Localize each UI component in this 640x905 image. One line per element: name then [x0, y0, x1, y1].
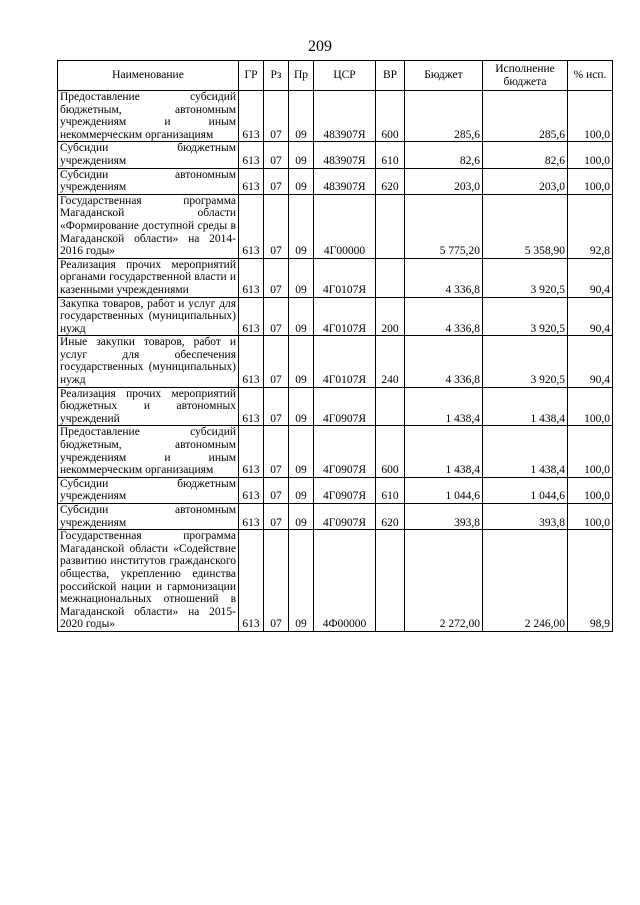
rz-cell: 07 — [264, 387, 289, 426]
pr-cell: 09 — [289, 194, 314, 258]
header-csr: ЦСР — [314, 61, 376, 91]
table-row — [58, 258, 613, 297]
execution-cell: 3 920,5 — [483, 297, 568, 336]
rz-cell: 07 — [264, 477, 289, 503]
csr-cell: 483907Я — [314, 91, 376, 142]
table-row — [58, 336, 613, 387]
gr-cell: 613 — [239, 142, 264, 168]
percent-cell: 100,0 — [568, 142, 613, 168]
table-row — [58, 504, 613, 530]
pr-cell: 09 — [289, 387, 314, 426]
vr-cell: 610 — [376, 142, 405, 168]
vr-cell — [376, 530, 405, 632]
budget-cell: 1 044,6 — [405, 477, 483, 503]
execution-cell: 5 358,90 — [483, 194, 568, 258]
header-execution: Исполнение бюджета — [483, 61, 568, 91]
header-rz: Рз — [264, 61, 289, 91]
csr-cell: 4Г0907Я — [314, 387, 376, 426]
name-cell: Предоставление субсидий бюджетным, автономным учреждениям и иным некоммерческим организациям — [58, 91, 239, 142]
percent-cell: 90,4 — [568, 336, 613, 387]
name-cell: Субсидии бюджетным учреждениям — [58, 477, 239, 503]
csr-cell: 4Г0107Я — [314, 258, 376, 297]
execution-cell: 1 044,6 — [483, 477, 568, 503]
gr-cell: 613 — [239, 297, 264, 336]
budget-cell: 4 336,8 — [405, 336, 483, 387]
vr-cell: 600 — [376, 91, 405, 142]
gr-cell: 613 — [239, 387, 264, 426]
csr-cell: 4Ф00000 — [314, 530, 376, 632]
name-cell: Реализация прочих мероприятий бюджетных и автономных учреждений — [58, 387, 239, 426]
rz-cell: 07 — [264, 142, 289, 168]
rz-cell: 07 — [264, 297, 289, 336]
table-row — [58, 194, 613, 258]
table-row — [58, 387, 613, 426]
table-row — [58, 477, 613, 503]
header-budget: Бюджет — [405, 61, 483, 91]
csr-cell: 4Г0907Я — [314, 477, 376, 503]
csr-cell: 483907Я — [314, 168, 376, 194]
execution-cell: 82,6 — [483, 142, 568, 168]
vr-cell: 200 — [376, 297, 405, 336]
gr-cell: 613 — [239, 194, 264, 258]
rz-cell: 07 — [264, 91, 289, 142]
pr-cell: 09 — [289, 336, 314, 387]
budget-cell: 5 775,20 — [405, 194, 483, 258]
vr-cell — [376, 258, 405, 297]
execution-cell: 1 438,4 — [483, 426, 568, 477]
csr-cell: 4Г0107Я — [314, 336, 376, 387]
pr-cell: 09 — [289, 504, 314, 530]
gr-cell: 613 — [239, 91, 264, 142]
name-cell: Иные закупки товаров, работ и услуг для обеспечения государственных (муниципальных) нужд — [58, 336, 239, 387]
gr-cell: 613 — [239, 530, 264, 632]
pr-cell: 09 — [289, 168, 314, 194]
percent-cell: 100,0 — [568, 426, 613, 477]
page-number: 209 — [308, 38, 332, 55]
csr-cell: 483907Я — [314, 142, 376, 168]
pr-cell: 09 — [289, 91, 314, 142]
gr-cell: 613 — [239, 477, 264, 503]
gr-cell: 613 — [239, 258, 264, 297]
name-cell: Субсидии бюджетным учреждениям — [58, 142, 239, 168]
name-cell: Государственная программа Магаданской области «Содействие развитию институтов гражданского общества, укреплению единства российской нации и гармонизации межнациональных отношений в Магаданской области» на 2015-2020 годы» — [58, 530, 239, 632]
csr-cell: 4Г00000 — [314, 194, 376, 258]
execution-cell: 3 920,5 — [483, 336, 568, 387]
percent-cell: 90,4 — [568, 258, 613, 297]
name-cell: Субсидии автономным учреждениям — [58, 504, 239, 530]
execution-cell: 3 920,5 — [483, 258, 568, 297]
percent-cell: 98,9 — [568, 530, 613, 632]
header-percent: % исп. — [568, 61, 613, 91]
table-row — [58, 297, 613, 336]
vr-cell: 620 — [376, 504, 405, 530]
vr-cell: 610 — [376, 477, 405, 503]
rz-cell: 07 — [264, 258, 289, 297]
header-pr: Пр — [289, 61, 314, 91]
percent-cell: 100,0 — [568, 504, 613, 530]
name-cell: Предоставление субсидий бюджетным, автономным учреждениям и иным некоммерческим организациям — [58, 426, 239, 477]
rz-cell: 07 — [264, 530, 289, 632]
pr-cell: 09 — [289, 142, 314, 168]
name-cell: Субсидии автономным учреждениям — [58, 168, 239, 194]
budget-cell: 82,6 — [405, 142, 483, 168]
budget-cell: 4 336,8 — [405, 297, 483, 336]
header-vr: ВР — [376, 61, 405, 91]
budget-cell: 1 438,4 — [405, 426, 483, 477]
table-row — [58, 142, 613, 168]
header-gr: ГР — [239, 61, 264, 91]
execution-cell: 1 438,4 — [483, 387, 568, 426]
execution-cell: 2 246,00 — [483, 530, 568, 632]
percent-cell: 92,8 — [568, 194, 613, 258]
table-row — [58, 91, 613, 142]
budget-cell: 203,0 — [405, 168, 483, 194]
vr-cell: 620 — [376, 168, 405, 194]
budget-cell: 1 438,4 — [405, 387, 483, 426]
rz-cell: 07 — [264, 336, 289, 387]
pr-cell: 09 — [289, 258, 314, 297]
name-cell: Государственная программа Магаданской области «Формирование доступной среды в Магаданской области» на 2014-2016 годы» — [58, 194, 239, 258]
rz-cell: 07 — [264, 504, 289, 530]
table-header — [58, 61, 613, 91]
name-cell: Реализация прочих мероприятий органами государственной власти и казенными учреждениями — [58, 258, 239, 297]
table-body — [58, 91, 613, 632]
execution-cell: 203,0 — [483, 168, 568, 194]
vr-cell — [376, 194, 405, 258]
percent-cell: 100,0 — [568, 168, 613, 194]
gr-cell: 613 — [239, 504, 264, 530]
percent-cell: 100,0 — [568, 477, 613, 503]
budget-cell: 393,8 — [405, 504, 483, 530]
budget-table — [57, 60, 613, 632]
budget-cell: 2 272,00 — [405, 530, 483, 632]
rz-cell: 07 — [264, 194, 289, 258]
rz-cell: 07 — [264, 168, 289, 194]
pr-cell: 09 — [289, 530, 314, 632]
gr-cell: 613 — [239, 336, 264, 387]
header-row — [58, 61, 613, 91]
table-row — [58, 530, 613, 632]
vr-cell: 240 — [376, 336, 405, 387]
pr-cell: 09 — [289, 477, 314, 503]
rz-cell: 07 — [264, 426, 289, 477]
budget-cell: 4 336,8 — [405, 258, 483, 297]
table-row — [58, 168, 613, 194]
csr-cell: 4Г0107Я — [314, 297, 376, 336]
csr-cell: 4Г0907Я — [314, 426, 376, 477]
name-cell: Закупка товаров, работ и услуг для государственных (муниципальных) нужд — [58, 297, 239, 336]
vr-cell — [376, 387, 405, 426]
pr-cell: 09 — [289, 426, 314, 477]
execution-cell: 285,6 — [483, 91, 568, 142]
budget-cell: 285,6 — [405, 91, 483, 142]
pr-cell: 09 — [289, 297, 314, 336]
percent-cell: 100,0 — [568, 91, 613, 142]
gr-cell: 613 — [239, 168, 264, 194]
percent-cell: 90,4 — [568, 297, 613, 336]
header-name: Наименование — [58, 61, 239, 91]
table-row — [58, 426, 613, 477]
csr-cell: 4Г0907Я — [314, 504, 376, 530]
execution-cell: 393,8 — [483, 504, 568, 530]
vr-cell: 600 — [376, 426, 405, 477]
percent-cell: 100,0 — [568, 387, 613, 426]
gr-cell: 613 — [239, 426, 264, 477]
